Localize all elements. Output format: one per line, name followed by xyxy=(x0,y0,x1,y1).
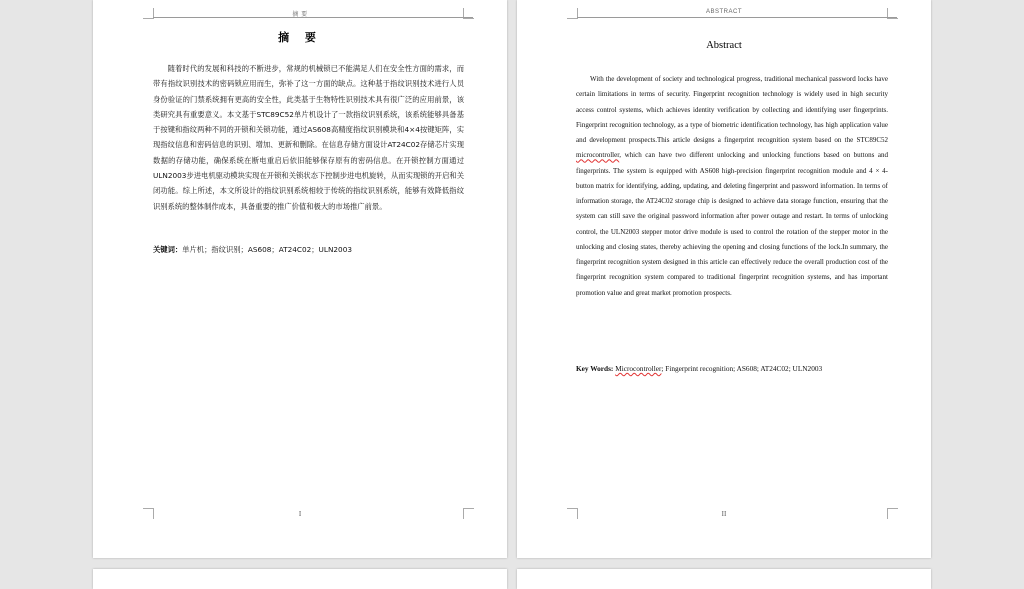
page-number: I xyxy=(298,510,302,518)
keywords-line xyxy=(576,364,896,373)
abstract-body: 随着时代的发展和科技的不断进步，常规的机械锁已不能满足人们在安全性方面的需求，而带有指纹识别技术的密码锁应用而生，弥补了这一方面的缺点。这种基于指纹识别技术进行人员身份验证的门禁系统拥有更高的安全性，此类基于生物特性识别技术具有很广泛的应用前景，该类研究具有重要意义。本文基于STC89C52单片机设计了一款指纹识别系统，该系统能够具备基于按键和指纹两种不同的开锁和关锁功能，通过AS608高精度指纹识别模块和4×4按键矩阵，实现指纹信息和密码信息的识别、增加、更新和删除。在信息存储方面设计AT24C02存储芯片实现数据的存储功能，确保系统在断电重启后依旧能够保存原有的密码信息。在开锁控制方面通过ULN2003步进电机驱动模块实现在开锁和关锁状态下控制步进电机旋转，从而实现锁的开启和关闭功能。综上所述，本文所设计的指纹识别系统相较于传统的指纹识别系统，能够有效降低指纹识别系统的整体制作成本，具备重要的推广价值和极大的市场推广前景。 xyxy=(153,64,464,211)
keywords-label: 关键词： xyxy=(153,245,183,254)
spellcheck-flagged-word[interactable]: microcontroller xyxy=(576,151,620,160)
keywords-line xyxy=(153,245,473,255)
page-title: 摘 要 xyxy=(278,31,322,44)
keywords-label: Key Words: xyxy=(576,364,614,373)
abstract-text-part-2: , which can have two different unlocking and unlocking functions based on buttons and fingerprints. The system is equipped with AS608 high-precision fingerprint recognition module and 4 × 4-button matrix for identifying, adding, updating, and deleting fingerprint and password information. In terms of information storage, the AT24C02 storage chip is designed to achieve data storage function, ensuring that the system can still save the original password information after power outage and restart. In terms of unlocking control, the ULN2003 stepper motor drive module is used to control the rotation of the stepper motor in the unlocking and closing states, thereby achieving the opening and closing functions of the lock.In summary, the fingerprint recognition system designed in this article can effectively reduce the overall production cost of the fingerprint recognition system compared to traditional fingerprint recognition systems, and has important promotion value and great market promotion prospects. xyxy=(576,151,888,297)
keywords-text: ; Fingerprint recognition; AS608; AT24C02; ULN2003 xyxy=(661,364,823,373)
page-number: II xyxy=(721,510,727,518)
keywords-text: 单片机；指纹识别；AS608；AT24C02；ULN2003 xyxy=(182,245,352,254)
running-header: ABSTRACT xyxy=(705,9,742,15)
document-page-3-edge xyxy=(93,569,507,589)
abstract-text-part-1: With the development of society and technological progress, traditional mechanical password locks have certain limitations in terms of security. Fingerprint recognition technology is widely used in high security access control systems, which achieves identity verification by collecting and identifying user fingerprints. Fingerprint recognition technology, as a type of biometric identification technology, has high application value and development prospects.This article designs a fingerprint recognition system based on the STC89C52 xyxy=(576,75,888,144)
spellcheck-flagged-keyword[interactable]: Microcontroller xyxy=(615,364,662,373)
header-rule xyxy=(577,17,897,18)
document-page-4-edge xyxy=(517,569,931,589)
abstract-body xyxy=(576,72,888,301)
page-title: Abstract xyxy=(706,40,742,51)
header-rule xyxy=(153,17,473,18)
document-page-2 xyxy=(517,0,931,558)
running-header: 摘 要 xyxy=(292,12,308,18)
document-page-1 xyxy=(93,0,507,558)
